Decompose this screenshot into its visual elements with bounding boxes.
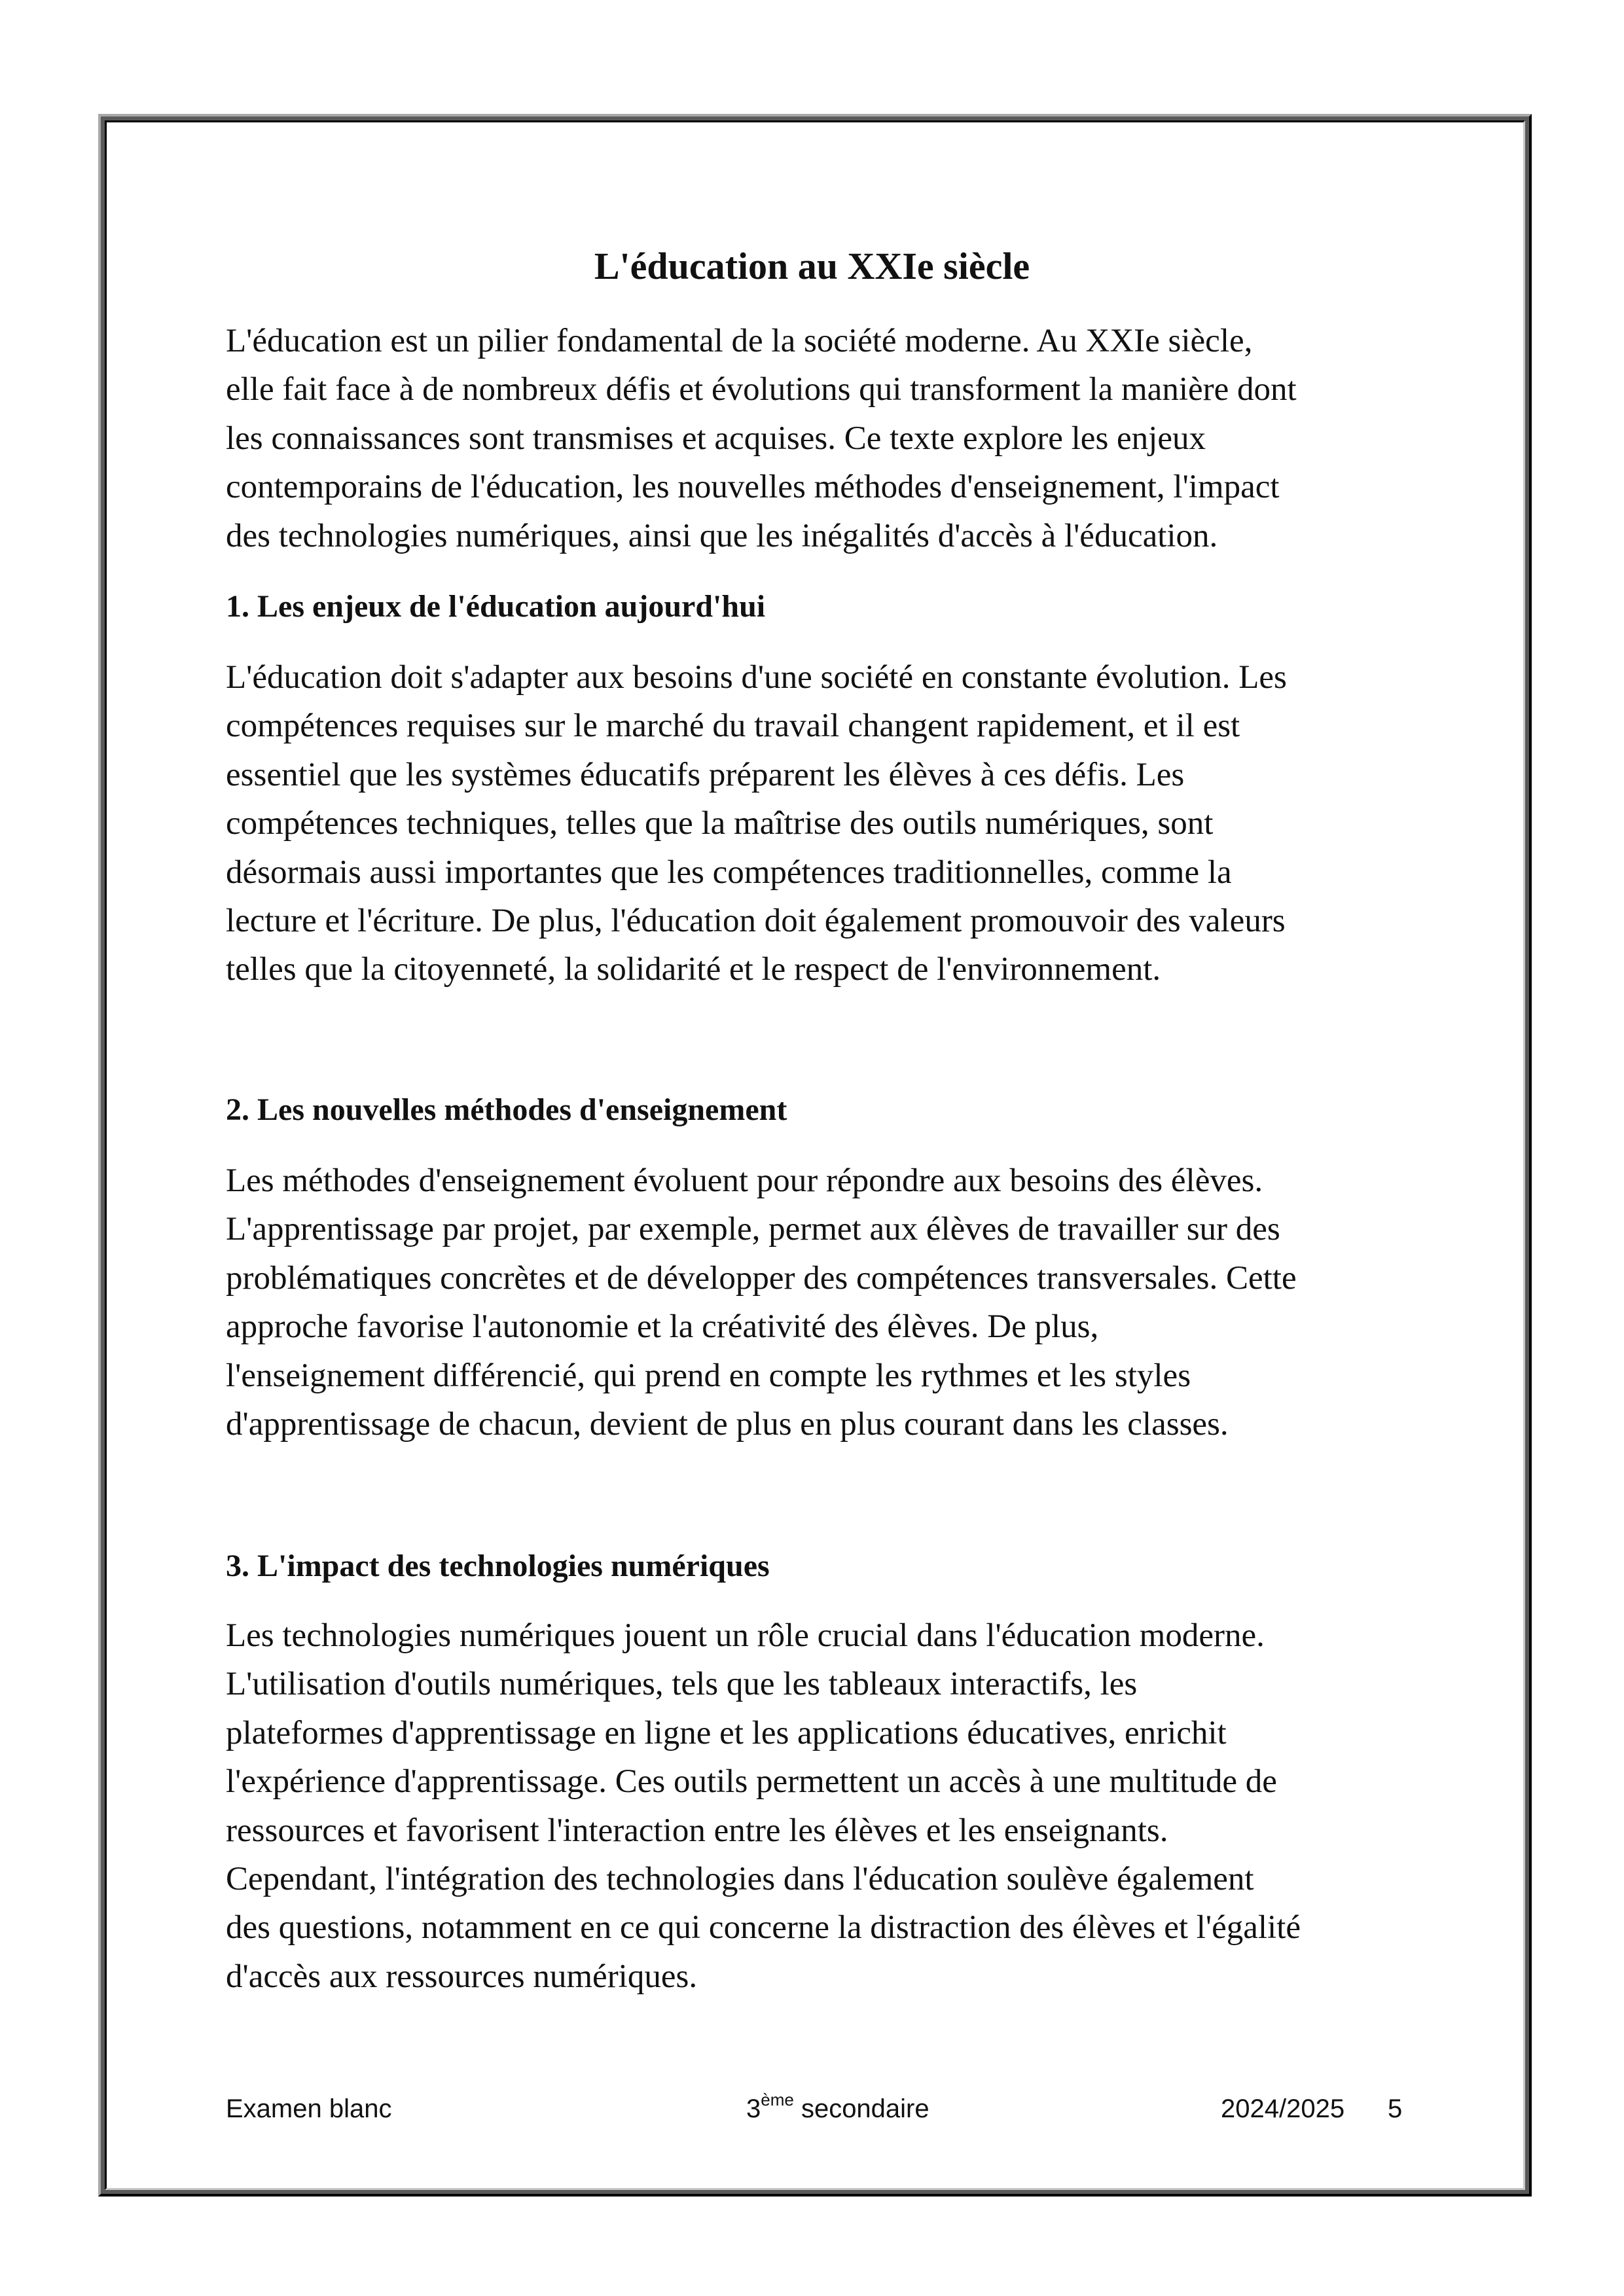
paragraph-line: L'éducation est un pilier fondamental de la société moderne. Au XXIe siècle,	[226, 323, 1253, 359]
section-1-heading: 1. Les enjeux de l'éducation aujourd'hui	[226, 589, 766, 624]
footer-grade-number: 3	[746, 2094, 761, 2123]
section-2-heading: 2. Les nouvelles méthodes d'enseignement	[226, 1092, 787, 1127]
paragraph-line: ressources et favorisent l'interaction entre les élèves et les enseignants.	[226, 1812, 1168, 1849]
footer-grade-superscript: ème	[761, 2090, 794, 2109]
paragraph-line: des questions, notamment en ce qui concerne la distraction des élèves et l'égalité	[226, 1909, 1301, 1946]
paragraph-line: contemporains de l'éducation, les nouvelles méthodes d'enseignement, l'impact	[226, 469, 1280, 506]
section-1-paragraph	[226, 653, 1470, 994]
document-title-text: L'éducation au XXIe siècle	[594, 245, 1030, 287]
paragraph-line: plateformes d'apprentissage en ligne et les applications éducatives, enrichit	[226, 1714, 1227, 1751]
footer-school-year: 2024/2025	[1221, 2094, 1345, 2123]
footer-exam-label: Examen blanc	[226, 2094, 392, 2123]
section-3-paragraph	[226, 1611, 1470, 2001]
page-footer	[226, 2090, 1417, 2131]
paragraph-line: telles que la citoyenneté, la solidarité et le respect de l'environnement.	[226, 951, 1161, 988]
paragraph-line: Les technologies numériques jouent un rôle crucial dans l'éducation moderne.	[226, 1617, 1265, 1654]
footer-grade-level	[746, 2090, 929, 2124]
paragraph-line: les connaissances sont transmises et acquises. Ce texte explore les enjeux	[226, 420, 1206, 457]
document-title	[0, 242, 1624, 291]
paragraph-line: l'expérience d'apprentissage. Ces outils permettent un accès à une multitude de	[226, 1763, 1277, 1801]
paragraph-line: essentiel que les systèmes éducatifs préparent les élèves à ces défis. Les	[226, 756, 1185, 793]
paragraph-line: L'utilisation d'outils numériques, tels que les tableaux interactifs, les	[226, 1666, 1138, 1703]
section-3-heading: 3. L'impact des technologies numériques	[226, 1549, 770, 1583]
paragraph-line: compétences requises sur le marché du travail changent rapidement, et il est	[226, 708, 1240, 745]
section-2-paragraph	[226, 1157, 1470, 1448]
paragraph-line: elle fait face à de nombreux défis et évolutions qui transforment la manière dont	[226, 371, 1297, 408]
paragraph-line: Cependant, l'intégration des technologies dans l'éducation soulève également	[226, 1861, 1254, 1898]
paragraph-line: problématiques concrètes et de développer des compétences transversales. Cette	[226, 1259, 1297, 1297]
paragraph-line: des technologies numériques, ainsi que les inégalités d'accès à l'éducation.	[226, 517, 1218, 554]
paragraph-line: L'éducation doit s'adapter aux besoins d'une société en constante évolution. Les	[226, 659, 1287, 696]
paragraph-line: d'accès aux ressources numériques.	[226, 1958, 698, 1995]
paragraph-line: d'apprentissage de chacun, devient de plus en plus courant dans les classes.	[226, 1406, 1229, 1443]
paragraph-line: désormais aussi importantes que les compétences traditionnelles, comme la	[226, 853, 1232, 891]
paragraph-line: L'apprentissage par projet, par exemple, permet aux élèves de travailler sur des	[226, 1211, 1280, 1248]
paragraph-line: Les méthodes d'enseignement évoluent pour répondre aux besoins des élèves.	[226, 1162, 1263, 1199]
paragraph-line: approche favorise l'autonomie et la créativité des élèves. De plus,	[226, 1308, 1099, 1346]
paragraph-line: lecture et l'écriture. De plus, l'éducation doit également promouvoir des valeurs	[226, 903, 1286, 940]
footer-grade-text: secondaire	[793, 2094, 929, 2123]
footer-page-number: 5	[1388, 2094, 1403, 2123]
paragraph-line: l'enseignement différencié, qui prend en compte les rythmes et les styles	[226, 1357, 1191, 1394]
paragraph-line: compétences techniques, telles que la maîtrise des outils numériques, sont	[226, 805, 1214, 842]
intro-paragraph	[226, 317, 1470, 560]
